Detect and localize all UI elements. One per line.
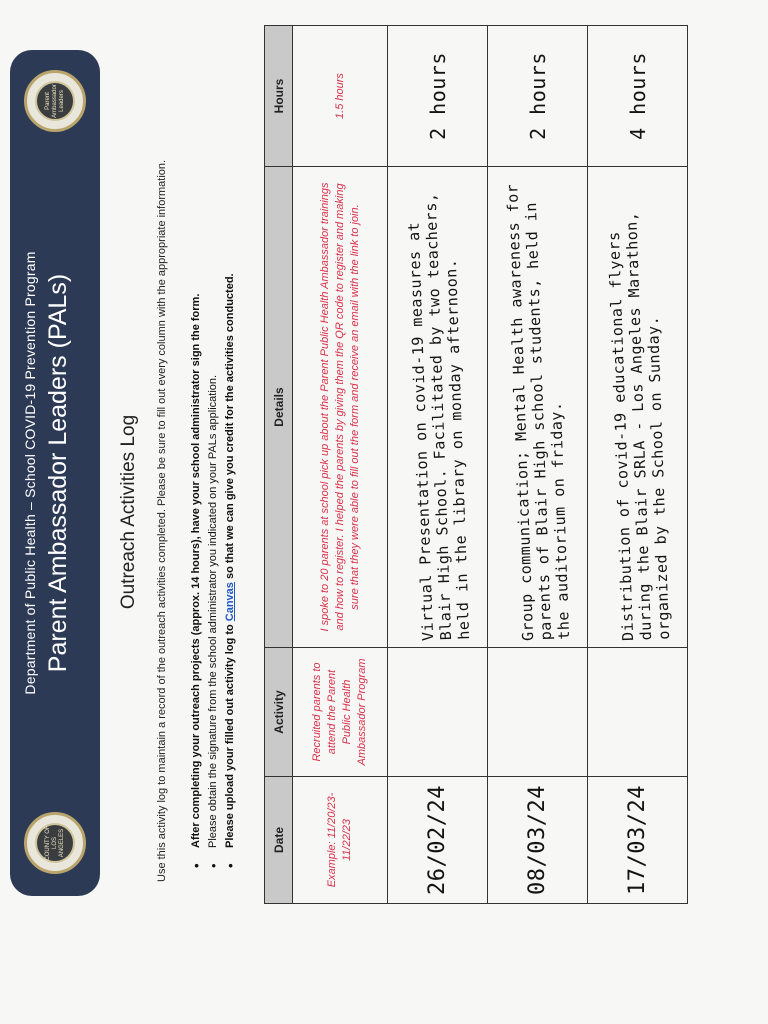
entry-date: 26/02/24 <box>388 777 488 904</box>
instruction-list <box>190 273 241 848</box>
entry-date: 17/03/24 <box>588 777 688 904</box>
entry-hours: 2 hours <box>488 26 588 167</box>
instruction-item: • Please upload your filled out activity log to Canvas so that we can give you credit for the activities conducted. <box>224 273 236 848</box>
entry-details: Distribution of covid-19 educational flyers during the Blair SRLA - Los Angeles Marathon, organized by the School on Sunday. <box>579 165 696 649</box>
entry-hours: 2 hours <box>388 26 488 167</box>
entry-details: Group communication; Mental Health awareness for parents of Blair High school students, held in the auditorium on friday. <box>479 165 596 649</box>
example-details: I spoke to 20 parents at school pick up about the Parent Public Health Ambassador trainings and how to register. I helped the parents by giving them the QR code to register and making sure that they were able to fill out the form and receive an email with the link to join. <box>293 167 388 648</box>
intro-text: Use this activity log to maintain a record of the outreach activities completed. Please be sure to fill out every column with the appropriate information. <box>156 159 168 882</box>
entry-details: Virtual Presentation on covid-19 measures at Blair High School. Facilitated by two teachers, held in the library on monday afternoon. <box>379 165 496 649</box>
example-activity: Recruited parents to attend the Parent Public Health Ambassador Program <box>293 648 388 777</box>
entry-activity <box>388 648 488 777</box>
column-header-activity: Activity <box>265 648 293 777</box>
header-banner <box>10 50 100 896</box>
table-row <box>488 26 588 904</box>
entry-activity <box>488 648 588 777</box>
table-row <box>588 26 688 904</box>
banner-text <box>22 160 73 786</box>
instruction-item: • After completing your outreach projects (approx. 14 hours), have your school administrator sign the form. <box>190 273 202 848</box>
column-header-date: Date <box>265 777 293 904</box>
entry-activity <box>588 648 688 777</box>
example-hours: 1.5 hours <box>293 26 388 167</box>
table-header-row <box>265 26 293 904</box>
example-row <box>293 26 388 904</box>
instruction-item: • Please obtain the signature from the school administrator you indicated on your PALs application. <box>207 273 219 848</box>
column-header-hours: Hours <box>265 26 293 167</box>
canvas-link[interactable]: Canvas <box>224 582 236 622</box>
example-date: Example: 11/20/23-11/22/23 <box>293 777 388 904</box>
department-title: Department of Public Health – School COVID-19 Prevention Program <box>22 251 38 695</box>
program-title: Parent Ambassador Leaders (PALs) <box>44 273 72 673</box>
pals-logo: Parent Ambassador Leaders <box>24 70 86 132</box>
outreach-log-table <box>264 25 688 904</box>
entry-date: 08/03/24 <box>488 777 588 904</box>
entry-hours: 4 hours <box>588 26 688 167</box>
county-seal-logo: COUNTY OF LOS ANGELES <box>24 812 86 874</box>
table-row <box>388 26 488 904</box>
column-header-details: Details <box>265 167 293 648</box>
page-title: Outreach Activities Log <box>118 414 139 610</box>
